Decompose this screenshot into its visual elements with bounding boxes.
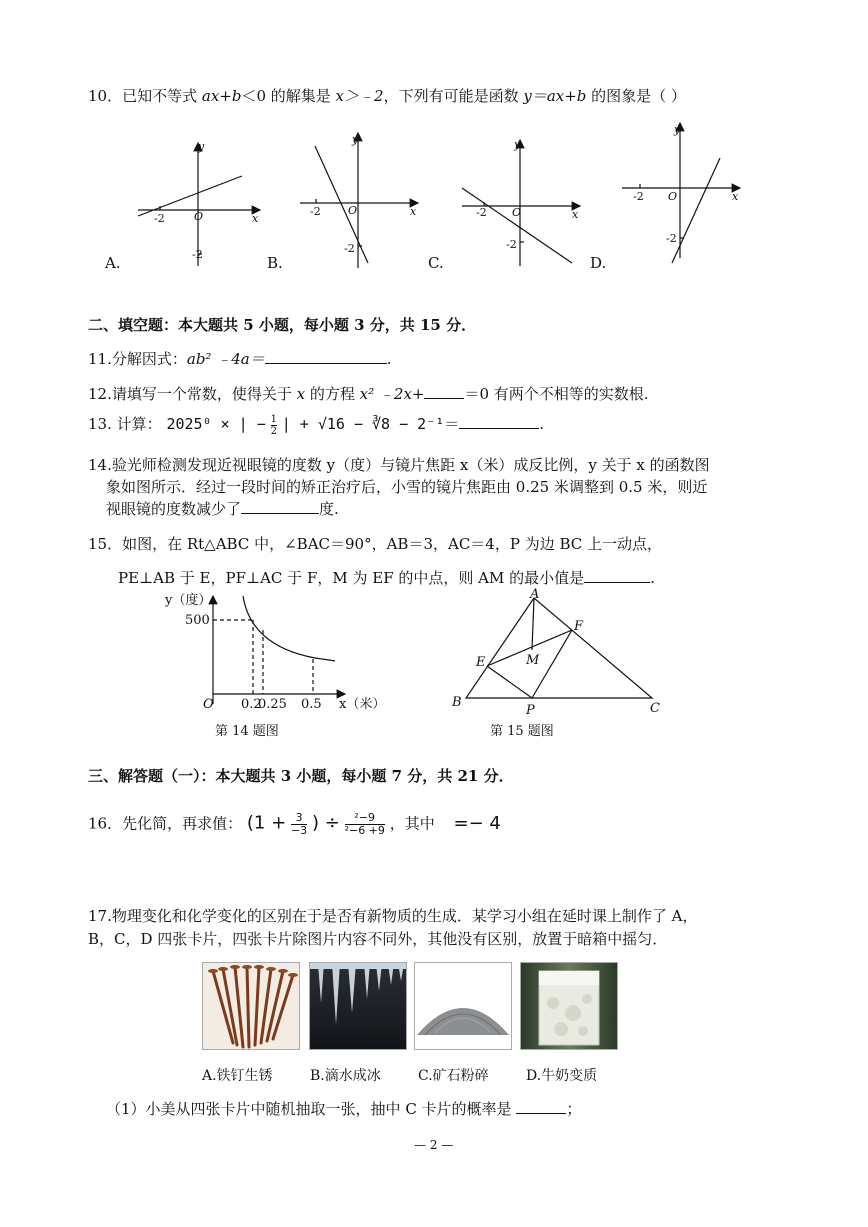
card-a-label: A.铁钉生锈 bbox=[202, 1068, 273, 1084]
graph-b-y-label: y bbox=[352, 133, 359, 146]
graph-d-x-label: x bbox=[732, 190, 739, 203]
q16: 16．先化简，再求值： (1 + $\frac{3}{-3}$ ) ÷ $\frac{\text{²−9}}{\text{²−6 +9}}$ ，其中 =− 4 bbox=[88, 811, 501, 837]
q14-line2: 象如图所示．经过一段时间的矫正治疗后，小雪的镜片焦距由 0.25 米调整到 0.5 米，则近 bbox=[106, 478, 708, 496]
fig15-point-p: P bbox=[526, 703, 535, 718]
section2-heading: 二、填空题：本大题共 5 小题，每小题 3 分，共 15 分． bbox=[88, 316, 477, 334]
fig14-x-05: 0.5 bbox=[301, 697, 322, 712]
fig15-point-c: C bbox=[650, 701, 660, 716]
graph-d-origin: O bbox=[668, 190, 678, 203]
q11: 11.分解因式：ab² ﹣4a＝ . bbox=[88, 350, 392, 368]
graph-c-y-minus2: -2 bbox=[506, 238, 517, 251]
graph-c-x-label: x bbox=[572, 208, 579, 221]
graph-d-x-minus2: -2 bbox=[633, 190, 644, 203]
graph-d-y-label: y bbox=[674, 123, 681, 136]
graph-b-origin: O bbox=[348, 204, 358, 217]
option-d-label: D. bbox=[590, 254, 607, 272]
q13-answer-blank[interactable] bbox=[459, 414, 539, 429]
q11-answer-blank[interactable] bbox=[265, 349, 387, 364]
section3-heading: 三、解答题（一）：本大题共 3 小题，每小题 7 分，共 21 分． bbox=[88, 767, 514, 785]
page-number: — 2 — bbox=[414, 1138, 454, 1152]
graph-b bbox=[300, 133, 418, 268]
q17-line1: 17.物理变化和化学变化的区别在于是否有新物质的生成．某学习小组在延时课上制作了 A， bbox=[88, 907, 698, 925]
fig14-caption: 第 14 题图 bbox=[215, 724, 279, 739]
q17-line2: B，C，D 四张卡片，四张卡片除图片内容不同外，其他没有区别，放置于暗箱中摇匀． bbox=[88, 930, 668, 948]
card-b-label: B.滴水成冰 bbox=[310, 1068, 381, 1084]
graph-b-x-minus2: -2 bbox=[310, 205, 321, 218]
fig15-point-f: F bbox=[574, 619, 584, 634]
q10-stem: 10．已知不等式 ax+b＜0 的解集是 x＞﹣2，下列有可能是函数 y＝ax+b 的图象是（ ） bbox=[88, 87, 686, 105]
card-c-label: C.矿石粉碎 bbox=[418, 1068, 489, 1084]
q14-line3: 视眼镜的度数减少了 度. bbox=[106, 500, 339, 518]
q15-line2: PE⊥AB 于 E，PF⊥AC 于 F，M 为 EF 的中点，则 AM 的最小值是 . bbox=[118, 569, 655, 587]
option-a-label: A. bbox=[105, 254, 121, 272]
graph-b-x-label: x bbox=[410, 205, 417, 218]
q13: 13. 计算： 2025⁰ × | − $\frac{1}{2}$ | + √16 − ∛8 − 2⁻¹＝ . bbox=[88, 413, 545, 437]
graph-c-y-label: y bbox=[514, 138, 521, 151]
graph-a-origin: O bbox=[194, 210, 204, 223]
q15-answer-blank[interactable] bbox=[584, 568, 650, 583]
card-b-icicles-image bbox=[309, 962, 407, 1050]
fig14-y-500: 500 bbox=[185, 613, 210, 628]
card-d-label: D.牛奶变质 bbox=[526, 1068, 598, 1084]
graph-a-y-label: y bbox=[198, 140, 205, 153]
fig14-graph bbox=[155, 586, 405, 716]
option-b-label: B. bbox=[267, 254, 283, 272]
q12: 12.请填写一个常数，使得关于 x 的方程 x² ﹣2x+ ＝0 有两个不相等的实数根. bbox=[88, 385, 649, 403]
graph-c bbox=[462, 140, 580, 266]
fig14-x-label: x（米） bbox=[339, 697, 386, 712]
graph-a-x-minus2: -2 bbox=[154, 212, 165, 225]
graph-d-y-minus2: -2 bbox=[666, 232, 677, 245]
q12-answer-blank[interactable] bbox=[424, 384, 464, 399]
fig15-point-m: M bbox=[526, 653, 540, 668]
fig15-point-e: E bbox=[476, 655, 486, 670]
card-c-ore-powder-image bbox=[414, 962, 512, 1050]
graph-a-x-label: x bbox=[252, 212, 259, 225]
fig14-origin: O bbox=[203, 697, 214, 712]
q14-answer-blank[interactable] bbox=[241, 499, 319, 514]
fig15-point-a: A bbox=[530, 588, 540, 602]
q17-sub1-answer-blank[interactable] bbox=[516, 1099, 566, 1114]
fig15-triangle bbox=[452, 588, 667, 718]
option-c-label: C. bbox=[428, 254, 444, 272]
card-d-spoiled-milk-image bbox=[520, 962, 618, 1050]
q17-sub1: （1）小美从四张卡片中随机抽取一张，抽中 C 卡片的概率是 ； bbox=[106, 1100, 582, 1118]
fig14-x-025: 0.25 bbox=[258, 697, 287, 712]
fig15-point-b: B bbox=[452, 695, 462, 710]
card-a-rusty-nails-image bbox=[202, 962, 300, 1050]
graph-c-x-minus2: -2 bbox=[476, 206, 487, 219]
q15-line1: 15．如图，在 Rt△ABC 中，∠BAC＝90°，AB＝3，AC＝4，P 为边 BC 上一动点， bbox=[88, 535, 663, 553]
graph-b-y-minus2: -2 bbox=[344, 242, 355, 255]
fig14-x-02: 0.2 bbox=[241, 697, 262, 712]
graph-c-origin: O bbox=[512, 206, 522, 219]
graph-a-y-minus2: -2 bbox=[192, 248, 203, 261]
fig15-caption: 第 15 题图 bbox=[490, 724, 554, 739]
fig14-y-label: y（度） bbox=[165, 593, 212, 608]
q14-line1: 14.验光师检测发现近视眼镜的度数 y（度）与镜片焦距 x（米）成反比例，y 关于 x 的函数图 bbox=[88, 456, 710, 474]
